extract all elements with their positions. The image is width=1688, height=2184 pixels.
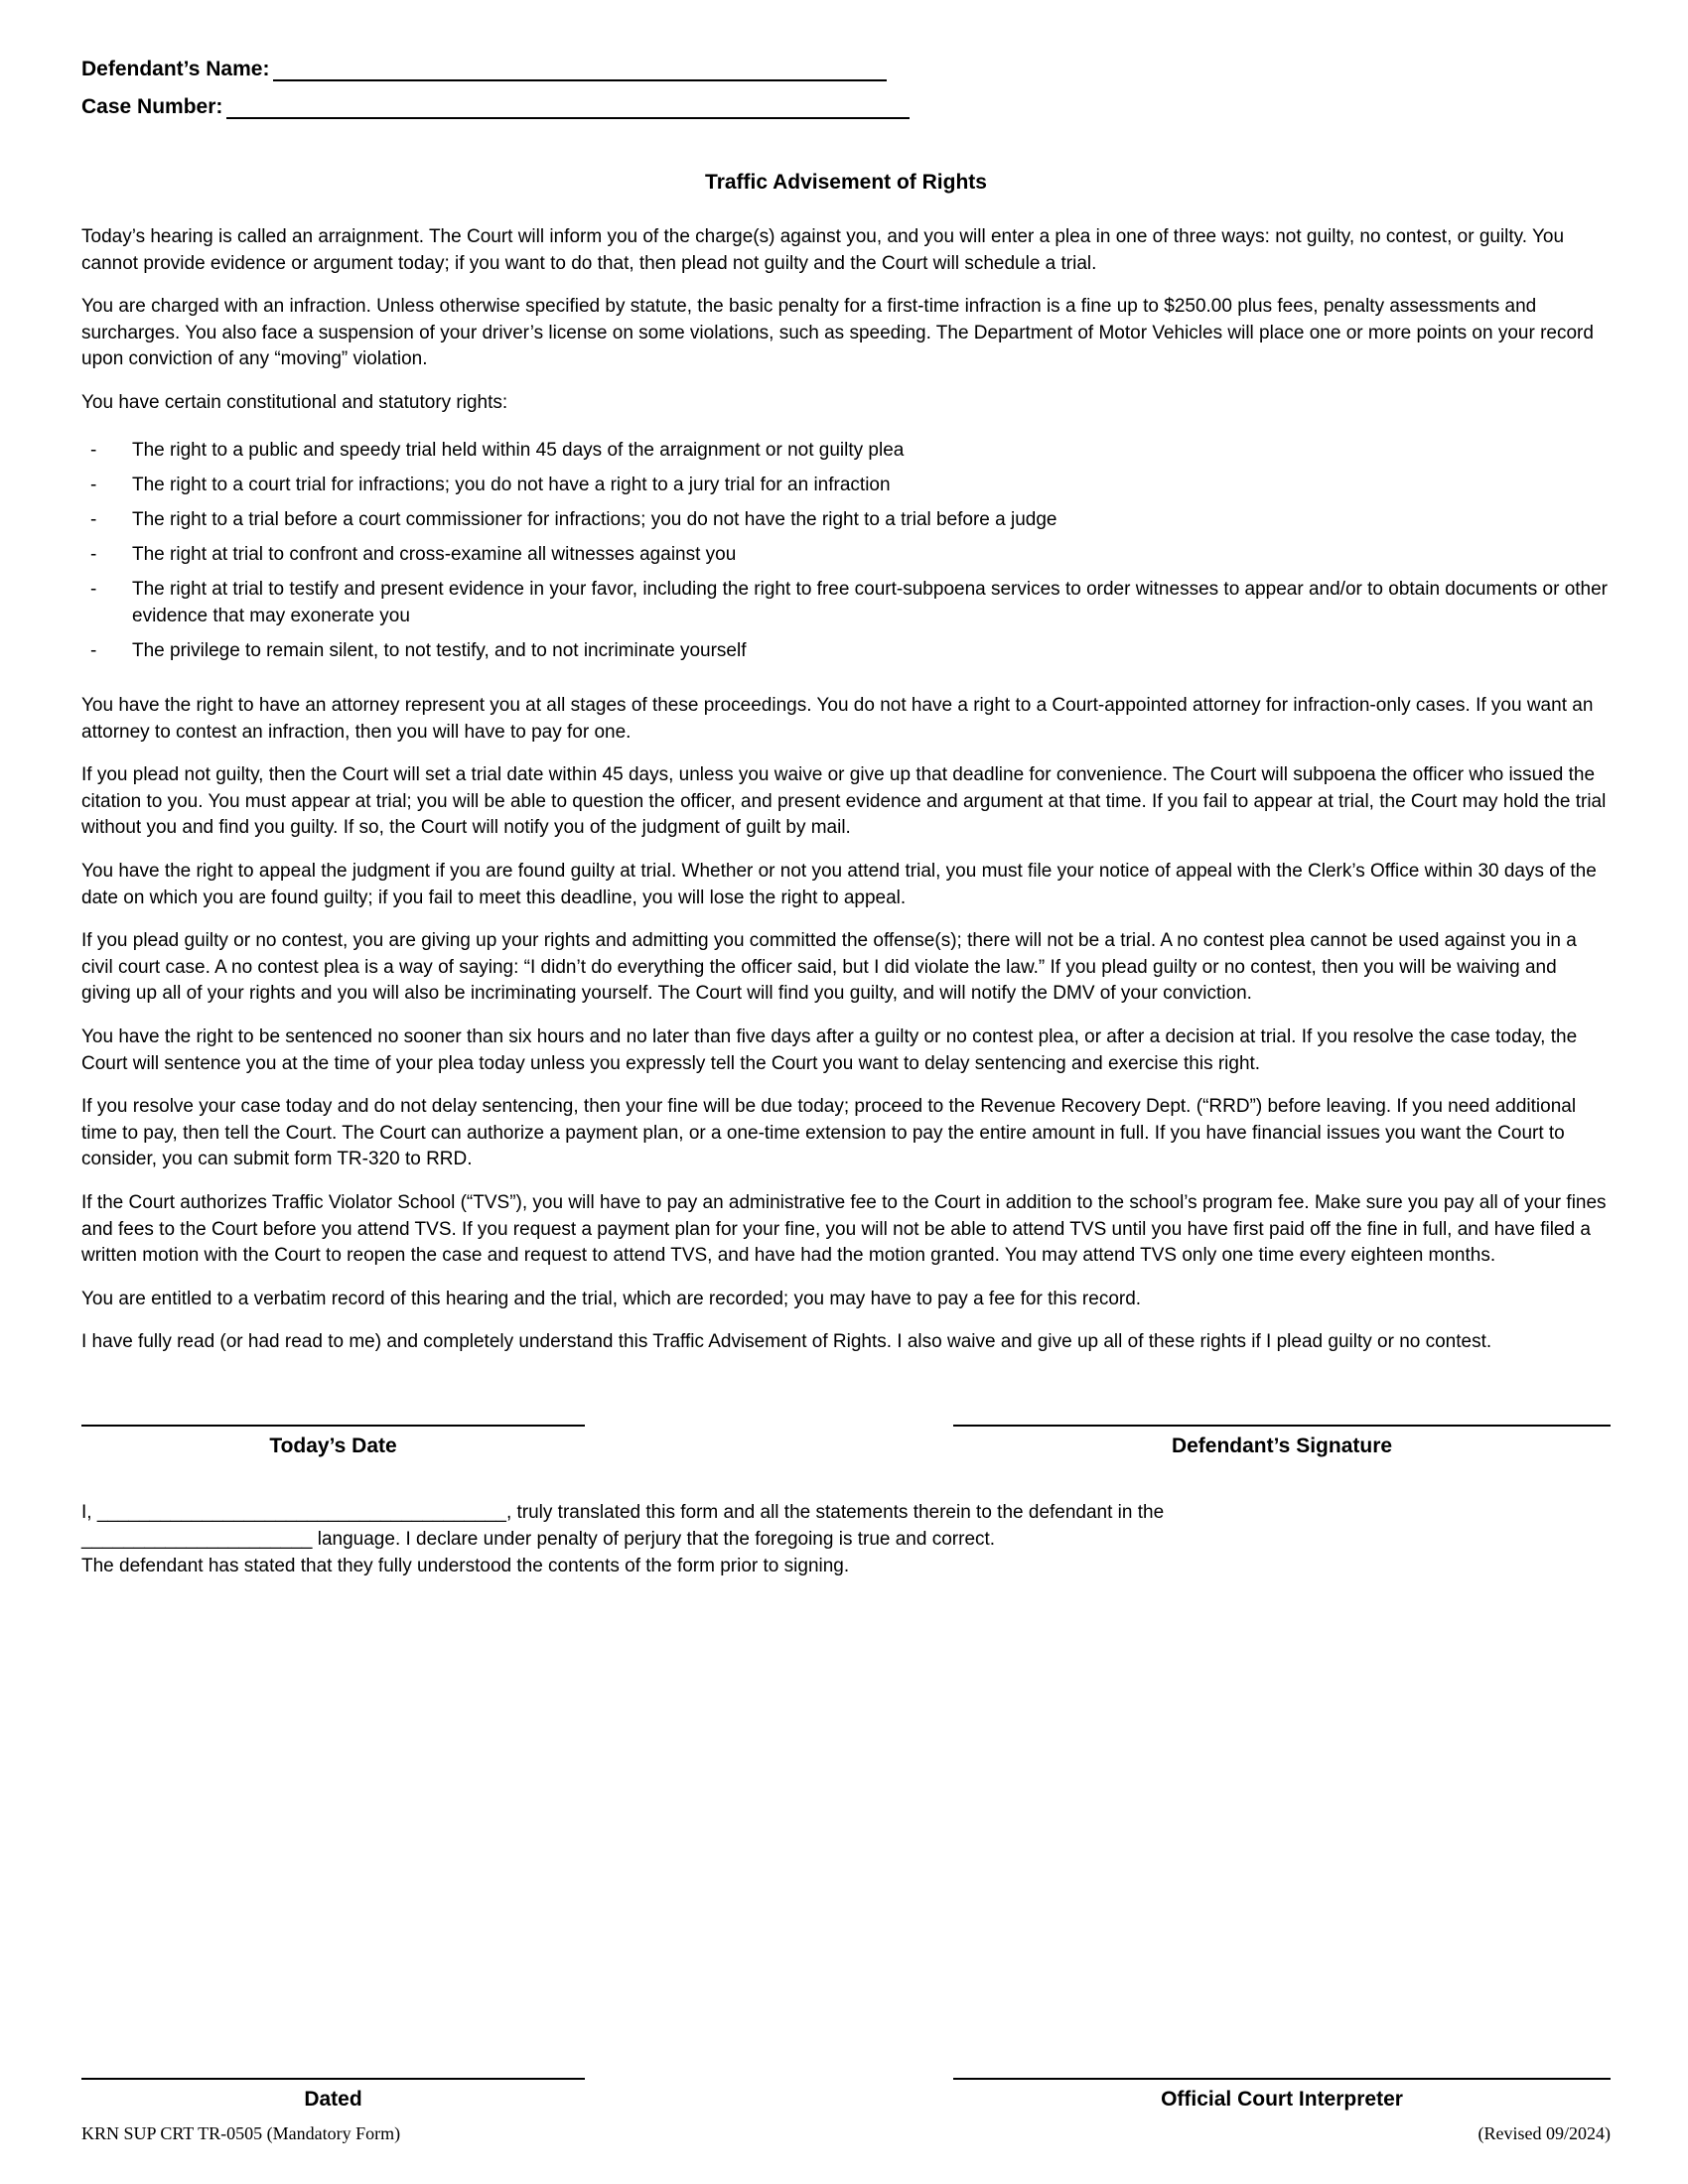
paragraph-acknowledgment: I have fully read (or had read to me) and completely understand this Traffic Advisement of Rights. I also waive and give up all of these rights if I plead guilty or no contest. [81, 1331, 1492, 1353]
todays-date-line [81, 1425, 585, 1427]
form-footer [81, 2123, 1611, 2144]
rights-item-present-evidence [81, 577, 1611, 628]
rights-list [81, 438, 1611, 674]
paragraph-attorney: You have the right to have an attorney represent you at all stages of these proceedings. You do not have a right to a Court-appointed attorney for infraction-only cases. If you want an attorney to contest an infraction, then you will have to pay for one. [81, 695, 1594, 743]
paragraph-fine-due: If you resolve your case today and do not delay sentencing, then your fine will be due today; proceed to the Revenue Recovery Dept. (“RRD”) before leaving. If you need additional time to pay, then tell the Court. The Court can authorize a payment plan, or a one-time extension to pay the entire amount in full. If you have financial issues you want the Court to consider, you can submit form TR-320 to RRD. [81, 1096, 1577, 1170]
rights-item-text: The right to a trial before a court commissioner for infractions; you do not have the right to a trial before a judge [132, 509, 1057, 530]
rights-item-text: The right to a public and speedy trial held within 45 days of the arraignment or not guilty plea [132, 439, 905, 461]
interpreter-statement [81, 1500, 1611, 1580]
dated-block [81, 2078, 585, 2112]
defendant-name-row [81, 56, 1611, 81]
official-court-interpreter-label: Official Court Interpreter [1161, 2088, 1403, 2111]
form-number: KRN SUP CRT TR-0505 (Mandatory Form) [81, 2123, 401, 2143]
interpreter-statement-line2: ______________________ language. I declare under penalty of perjury that the foregoing is true and correct. [81, 1528, 996, 1550]
paragraph-arraignment: Today’s hearing is called an arraignment. The Court will inform you of the charge(s) against you, and you will enter a plea in one of three ways: not guilty, no contest, or guilty. You cannot provide evidence or argument today; if you want to do that, then plead not guilty and the Court will schedule a trial. [81, 226, 1565, 274]
paragraph-infraction-penalty: You are charged with an infraction. Unless otherwise specified by statute, the basic penalty for a first-time infraction is a fine up to $250.00 plus fees, penalty assessments and surcharges. You also face a suspension of your driver’s license on some violations, such as speeding. The Department of Motor Vehicles will place one or more points on your record upon conviction of any “moving” violation. [81, 296, 1594, 370]
rights-item-text: The right to a court trial for infractions; you do not have a right to a jury trial for an infraction [132, 474, 891, 495]
signature-section [81, 1425, 1611, 1458]
official-court-interpreter-block [953, 2078, 1611, 2112]
rights-item-confront-witnesses [81, 542, 1611, 568]
interpreter-statement-line1: I, _______________________________________, truly translated this form and all the statements therein to the defendant in the [81, 1501, 1165, 1523]
dated-line [81, 2078, 585, 2080]
paragraph-traffic-violator-school: If the Court authorizes Traffic Violator School (“TVS”), you will have to pay an administrative fee to the Court in addition to the school’s program fee. Make sure you pay all of your fines and fees to the Court before you attend TVS. If you request a payment plan for your fine, you will not be able to attend TVS until you have first paid off the fine in full, and have filed a written motion with the Court to reopen the case and request to attend TVS, and have had the motion granted. You may attend TVS only one time every eighteen months. [81, 1192, 1607, 1267]
dash-bullet: - [90, 639, 97, 661]
bottom-signature-section [81, 2078, 1611, 2144]
dash-bullet: - [90, 579, 97, 601]
paragraph-sentencing: You have the right to be sentenced no sooner than six hours and no later than five days after a guilty or no contest plea, or after a decision at trial. If you resolve the case today, the Court will sentence you at the time of your plea today unless you expressly tell the Court you want to delay sentencing and exercise this right. [81, 1026, 1578, 1074]
case-number-label: Case Number: [81, 95, 223, 118]
rights-intro: You have certain constitutional and statutory rights: [81, 391, 508, 413]
form-header [81, 56, 1611, 131]
defendant-name-label: Defendant’s Name: [81, 58, 270, 80]
paragraph-not-guilty-trial: If you plead not guilty, then the Court will set a trial date within 45 days, unless you waive or give up that deadline for convenience. The Court will subpoena the officer who issued the citation to you. You must appear at trial; you will be able to question the officer, and present evidence and argument at that time. If you fail to appear at trial, the Court may hold the trial without you and find you guilty. If so, the Court will notify you of the judgment of guilt by mail. [81, 764, 1607, 839]
rights-item-commissioner [81, 507, 1611, 533]
interpreter-statement-line3: The defendant has stated that they fully understood the contents of the form prior to signing. [81, 1555, 850, 1576]
official-court-interpreter-line [953, 2078, 1611, 2080]
rights-item-text: The right at trial to testify and present evidence in your favor, including the right to free court-subpoena services to order witnesses to appear and/or to obtain documents or other evidence that may exonerate you [132, 579, 1608, 626]
defendant-signature-label: Defendant’s Signature [1171, 1433, 1393, 1457]
rights-item-court-trial [81, 473, 1611, 498]
document-title: Traffic Advisement of Rights [705, 171, 987, 194]
todays-date-label: Today’s Date [269, 1433, 397, 1457]
paragraph-verbatim-record: You are entitled to a verbatim record of this hearing and the trial, which are recorded; you may have to pay a fee for this record. [81, 1288, 1142, 1309]
rights-item-speedy-trial [81, 438, 1611, 464]
case-number-line [226, 93, 910, 119]
defendant-name-line [273, 56, 887, 81]
todays-date-block [81, 1425, 585, 1458]
dated-label: Dated [304, 2088, 362, 2111]
paragraph-guilty-no-contest: If you plead guilty or no contest, you are giving up your rights and admitting you committed the offense(s); there will not be a trial. A no contest plea cannot be used against you in a civil court case. A no contest plea is a way of saying: “I didn’t do everything the officer said, but I did violate the law.” If you plead guilty or no contest, then you will be waiving and giving up all of your rights and you will also be incriminating yourself. The Court will find you guilty, and will notify the DMV of your conviction. [81, 930, 1577, 1005]
dash-bullet: - [90, 544, 97, 566]
paragraph-appeal: You have the right to appeal the judgment if you are found guilty at trial. Whether or not you attend trial, you must file your notice of appeal with the Clerk’s Office within 30 days of the date on which you are found guilty; if you fail to meet this deadline, you will lose the right to appeal. [81, 861, 1597, 908]
dash-bullet: - [90, 474, 97, 495]
rights-item-remain-silent [81, 638, 1611, 664]
rights-item-text: The privilege to remain silent, to not testify, and to not incriminate yourself [132, 639, 747, 661]
dash-bullet: - [90, 439, 97, 461]
case-number-row [81, 93, 1611, 119]
interpreter-signature-row [81, 2078, 1611, 2112]
defendant-signature-block [953, 1425, 1611, 1458]
defendant-signature-line [953, 1425, 1611, 1427]
revision-date: (Revised 09/2024) [1477, 2123, 1611, 2143]
rights-item-text: The right at trial to confront and cross-examine all witnesses against you [132, 544, 737, 566]
dash-bullet: - [90, 509, 97, 530]
